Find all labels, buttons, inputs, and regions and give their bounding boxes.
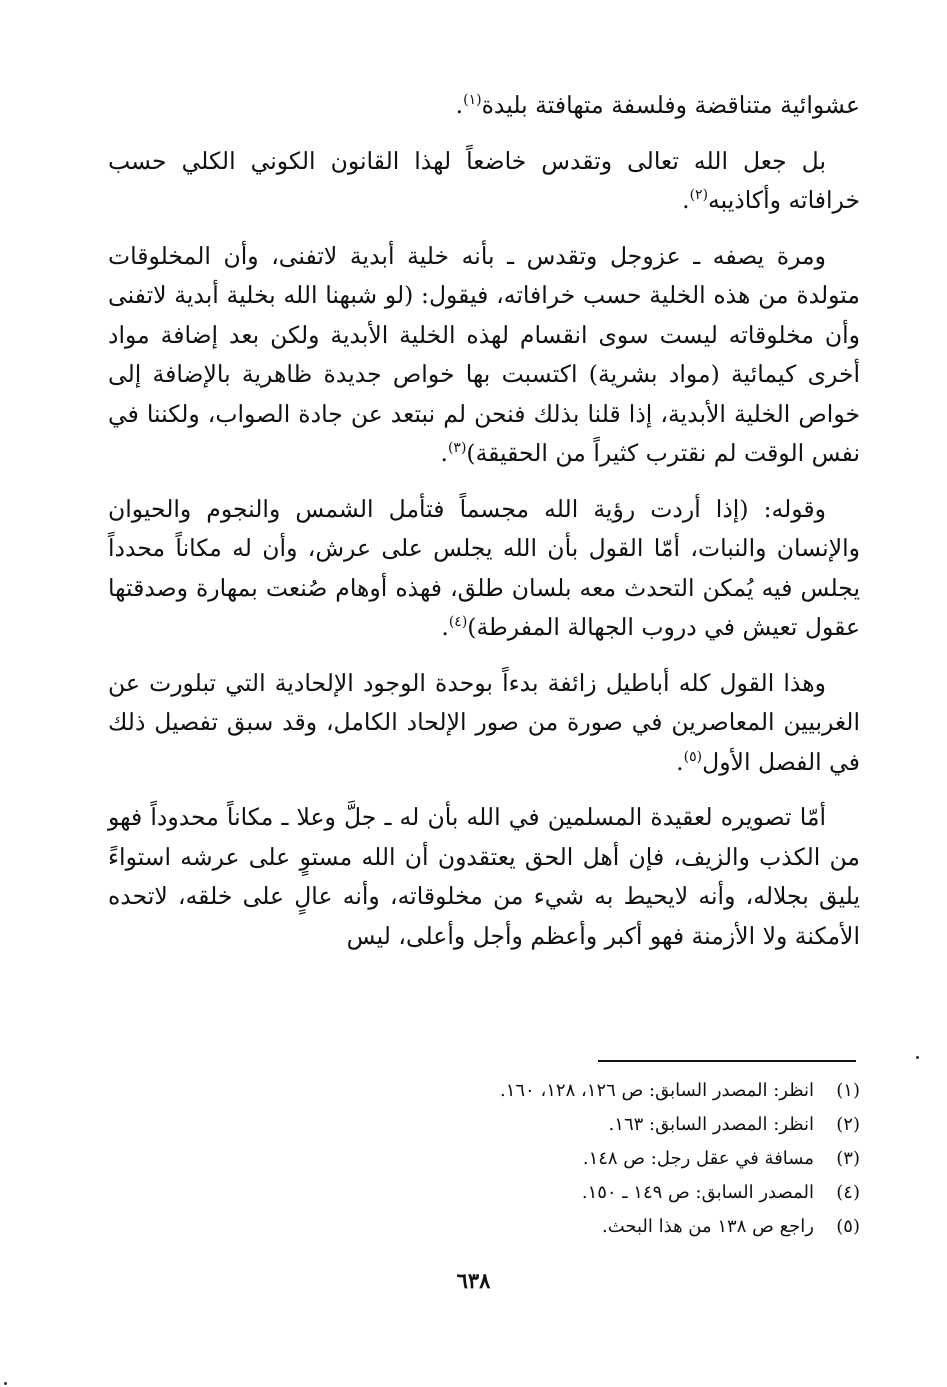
footnote-item <box>108 1074 860 1108</box>
footnote-number: (٣) <box>836 1148 860 1169</box>
footnote-number: (٥) <box>836 1216 860 1237</box>
footnote-text: انظر: المصدر السابق: ١٦٣. <box>608 1114 814 1135</box>
footnote-number: (٢) <box>836 1114 860 1135</box>
footnote-marker: (٣) <box>447 440 467 457</box>
footnote-text: المصدر السابق: ص ١٤٩ ـ ١٥٠. <box>581 1182 814 1203</box>
body-text <box>108 86 860 972</box>
footnote-item <box>108 1176 860 1210</box>
paragraph-5: وهذا القول كله أباطيل زائفة بدءاً بوحدة الوجود الإلحادية التي تبلورت عن الغربيين المعاصرين في صورة من صور الإلحاد الكامل، وقد سبق تفصيل ذلك في الفصل الأول$^{(٥)}$. <box>108 668 860 776</box>
footnote-divider <box>598 1060 856 1062</box>
footnote-number: (١) <box>836 1080 860 1101</box>
paragraph-1: عشوائية متناقضة وفلسفة متهافتة بليدة$^{(١)}$. <box>455 91 860 119</box>
footnote-marker: (٢) <box>689 187 709 204</box>
paragraph-3: ومرة يصفه ـ عزوجل وتقدس ـ بأنه خلية أبدية لاتفنى، وأن المخلوقات متولدة من هذه الخلية حسب خرافاته، فيقول: (لو شبهنا الله بخلية أبدية لاتفنى وأن مخلوقاته ليست سوى انقسام لهذه الخلية الأبدية ولكن بعد إضافة مواد أخرى كيمائية (مواد بشرية) اكتسبت بها خواص جديدة ظاهرية بالإضافة إلى خواص الخلية الأبدية، إذا قلنا بذلك فنحن لم نبتعد عن جادة الصواب، ولكننا في نفس الوقت لم نقترب كثيراً من الحقيقة)$^{(٣)}$. <box>108 241 860 467</box>
page-number: ٦٣٨ <box>456 1268 491 1293</box>
scan-speck <box>4 1382 7 1385</box>
footnotes <box>108 1074 860 1244</box>
footnote-marker: (٤) <box>448 614 468 631</box>
footnote-text: انظر: المصدر السابق: ص ١٢٦، ١٢٨، ١٦٠. <box>499 1080 814 1101</box>
paragraph-4: وقوله: (إذا أردت رؤية الله مجسماً فتأمل الشمس والنجوم والحيوان والإنسان والنبات، أمّا القول بأن الله يجلس على عرش، وأن له مكاناً محدداً يجلس فيه يُمكن التحدث معه بلسان طلق، فهذه أوهام صُنعت بمهارة وصدقتها عقول تعيش في دروب الجهالة المفرطة)$^{(٤)}$. <box>108 494 860 641</box>
footnote-marker: (١) <box>463 92 482 109</box>
paragraph-2: بل جعل الله تعالى وتقدس خاضعاً لهذا القانون الكوني الكلي حسب خرافاته وأكاذيبه$^{(٢)}$. <box>108 146 860 214</box>
footnote-text: مسافة في عقل رجل: ص ١٤٨. <box>582 1148 814 1169</box>
scan-speck <box>916 1056 919 1059</box>
footnote-item <box>108 1210 860 1244</box>
footnote-number: (٤) <box>836 1182 860 1203</box>
footnote-marker: (٥) <box>683 748 703 765</box>
footnote-item <box>108 1108 860 1142</box>
footnote-text: راجع ص ١٣٨ من هذا البحث. <box>601 1216 814 1237</box>
paragraph-6: أمّا تصويره لعقيدة المسلمين في الله بأن له ـ جلَّ وعلا ـ مكاناً محدوداً فهو من الكذب والزيف، فإن أهل الحق يعتقدون أن الله مستوٍ على عرشه استواءً يليق بجلاله، وأنه لايحيط به شيء من مخلوقاته، وأنه عالٍ على خلقه، لاتحده الأمكنة ولا الأزمنة فهو أكبر وأعظم وأجل وأعلى، ليس <box>108 803 860 950</box>
footnote-item <box>108 1142 860 1176</box>
